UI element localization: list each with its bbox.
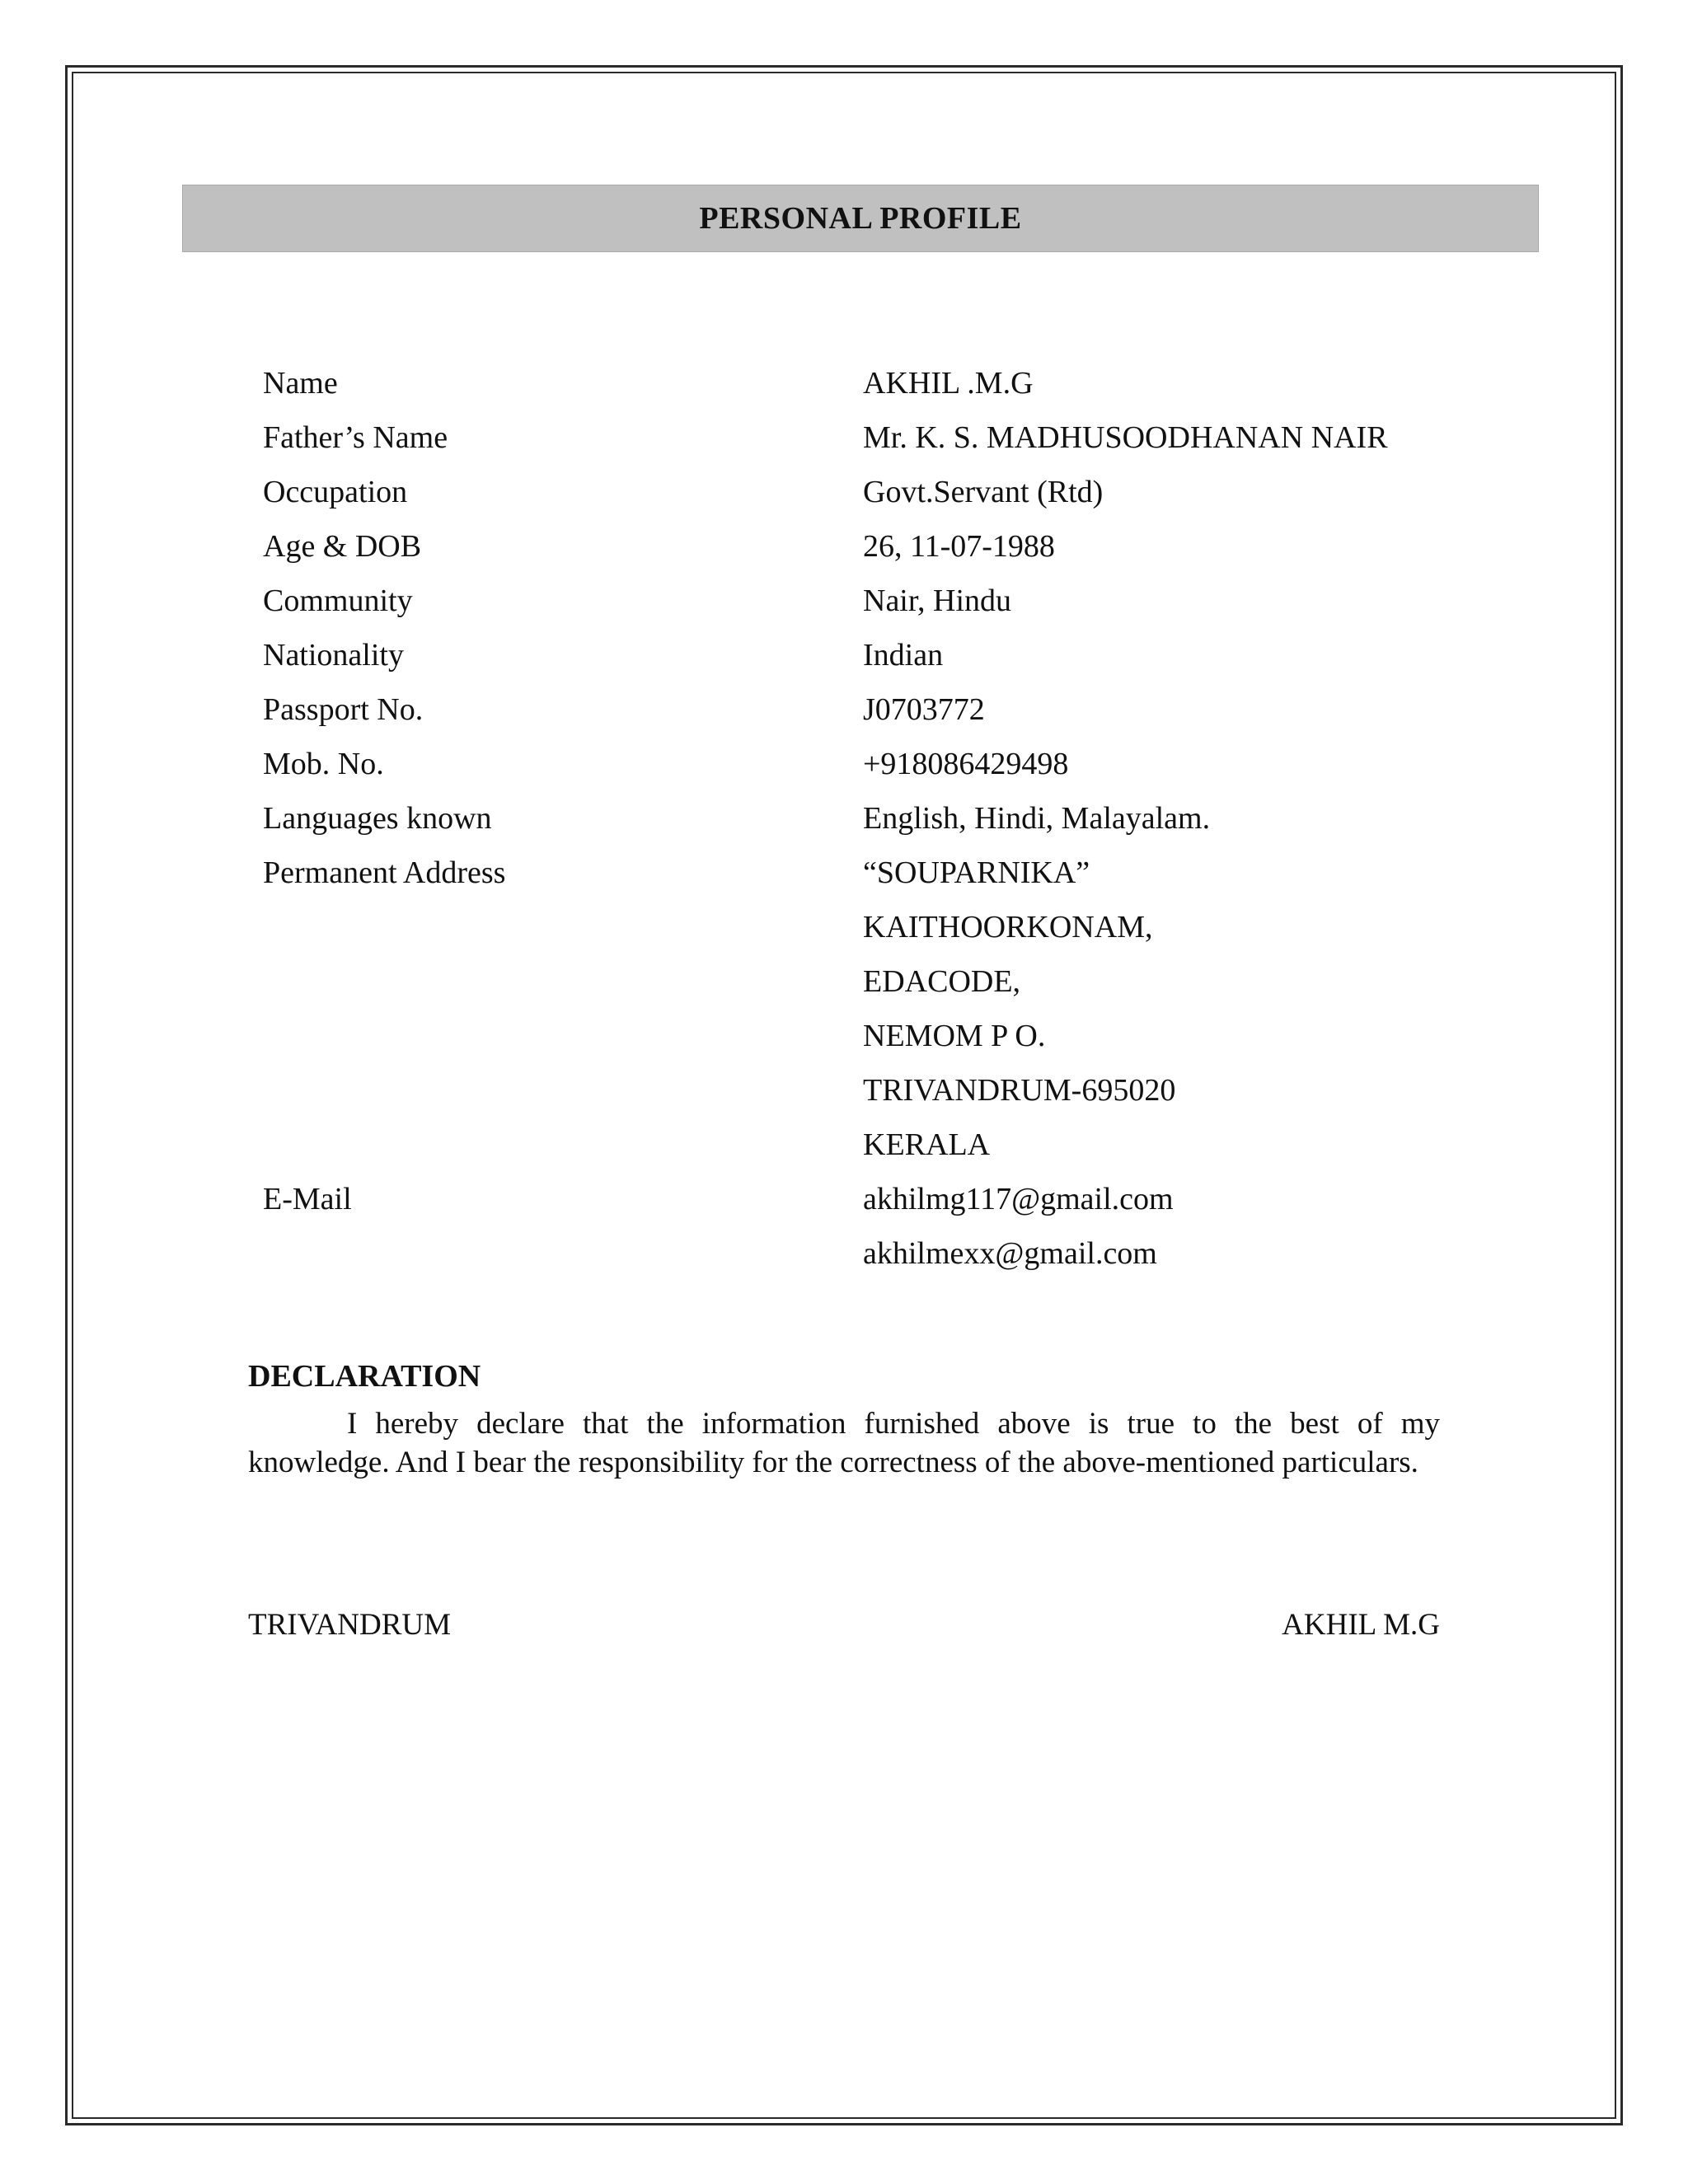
detail-value: 26, 11-07-1988 (863, 529, 1055, 564)
detail-row-nationality (263, 628, 1499, 682)
detail-row-languages (263, 791, 1499, 846)
detail-row-fathers-name (263, 410, 1499, 465)
detail-label: Mob. No. (263, 747, 384, 781)
detail-value: Indian (863, 638, 944, 673)
detail-value: EDACODE, (863, 964, 1021, 999)
detail-row-address-line (263, 1009, 1499, 1063)
detail-label: Passport No. (263, 692, 424, 727)
detail-label: Languages known (263, 801, 492, 836)
detail-value: Mr. K. S. MADHUSOODHANAN NAIR (863, 420, 1388, 455)
detail-value: Nair, Hindu (863, 583, 1011, 618)
detail-label: Permanent Address (263, 855, 506, 890)
detail-row-occupation (263, 465, 1499, 519)
section-title: PERSONAL PROFILE (699, 201, 1022, 236)
detail-row-address-line (263, 1118, 1499, 1172)
detail-row-age-dob (263, 519, 1499, 574)
detail-row-address-line (263, 1063, 1499, 1118)
detail-value: akhilmg117@gmail.com (863, 1182, 1174, 1216)
detail-label: Occupation (263, 475, 408, 509)
detail-label: E-Mail (263, 1182, 352, 1216)
declaration-section (248, 1358, 1440, 1482)
detail-value: “SOUPARNIKA” (863, 855, 1090, 890)
personal-details-table (263, 356, 1499, 1281)
detail-value: KAITHOORKONAM, (863, 910, 1153, 944)
detail-value: NEMOM P O. (863, 1019, 1046, 1053)
detail-row-email (263, 1172, 1499, 1226)
detail-value: English, Hindi, Malayalam. (863, 801, 1211, 836)
detail-value: Govt.Servant (Rtd) (863, 475, 1104, 509)
signature-name: AKHIL M.G (1282, 1608, 1440, 1642)
detail-value: +918086429498 (863, 747, 1069, 781)
detail-row-mobile (263, 737, 1499, 791)
declaration-heading: DECLARATION (248, 1359, 481, 1394)
detail-label: Name (263, 366, 338, 401)
detail-row-address-line (263, 954, 1499, 1009)
detail-row-name (263, 356, 1499, 410)
detail-row-email-secondary (263, 1226, 1499, 1281)
detail-label: Nationality (263, 638, 404, 673)
detail-row-address-line (263, 900, 1499, 954)
section-header-bar (182, 185, 1539, 252)
detail-row-passport (263, 682, 1499, 737)
detail-label: Father’s Name (263, 420, 448, 455)
signature-row (248, 1607, 1440, 1643)
detail-row-community (263, 574, 1499, 628)
detail-value: KERALA (863, 1127, 991, 1162)
detail-row-address (263, 846, 1499, 900)
detail-value: akhilmexx@gmail.com (863, 1236, 1157, 1271)
detail-value: J0703772 (863, 692, 985, 727)
detail-label: Age & DOB (263, 529, 422, 564)
declaration-text: I hereby declare that the information furnished above is true to the best of my knowledge. And I bear the responsibility for the correctness of the above-mentioned particulars. (248, 1407, 1440, 1479)
detail-value: TRIVANDRUM-695020 (863, 1073, 1176, 1108)
detail-label: Community (263, 583, 413, 618)
signature-place: TRIVANDRUM (248, 1608, 452, 1642)
detail-value: AKHIL .M.G (863, 366, 1034, 401)
